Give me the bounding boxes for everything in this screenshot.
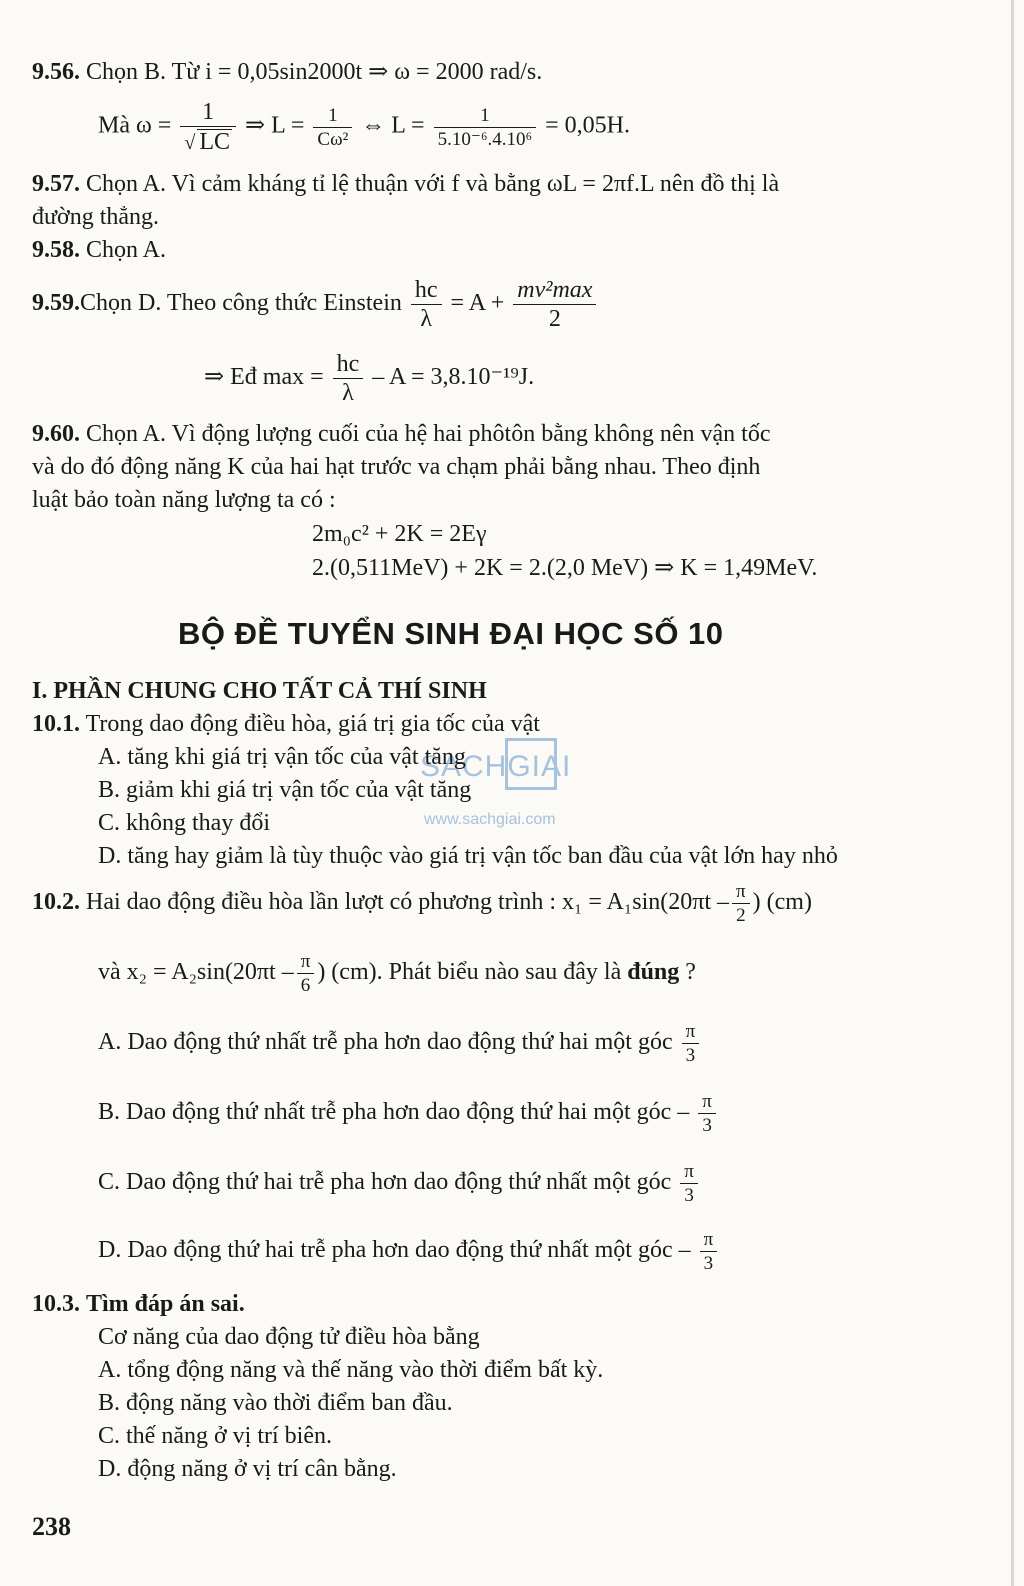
solution-9-60-eq2: 2.(0,511MeV) + 2K = 2.(2,0 MeV) ⇒ K = 1,49MeV. xyxy=(312,555,818,581)
fraction: $\frac{\pi}{6}$ xyxy=(297,952,315,995)
fraction: $\frac{\text{mv²max}}{2}$ xyxy=(513,278,596,331)
option-a: A. tổng động năng và thế năng vào thời điểm bất kỳ. xyxy=(98,1357,604,1383)
section-title: BỘ ĐỀ TUYỂN SINH ĐẠI HỌC SỐ 10 xyxy=(178,616,724,651)
fraction: $\frac{\pi}{2}$ xyxy=(732,882,750,925)
option-a: A. Dao động thứ nhất trễ pha hơn dao động thứ hai một góc $\frac{\pi}{3}$ xyxy=(98,1022,702,1065)
item-number: 9.56. xyxy=(32,59,80,85)
option-b: B. động năng vào thời điểm ban đầu. xyxy=(98,1390,453,1416)
question-10-3: 10.3. Tìm đáp án sai. xyxy=(32,1291,245,1317)
option-d: D. Dao động thứ hai trễ pha hơn dao động thứ nhất một góc – $\frac{\pi}{3}$ xyxy=(98,1230,720,1273)
solution-9-59: 9.59.Chọn D. Theo công thức Einstein $\frac{hc}{\lambda}$ = A + $\frac{\text{mv²max}}{2}$ xyxy=(32,278,599,331)
fraction: $\frac{1}{√ LC}$ xyxy=(180,100,236,154)
item-text: Chọn B. Từ i = 0,05sin2000t ⇒ ω = 2000 rad/s. xyxy=(86,59,543,85)
option-b: B. Dao động thứ nhất trễ pha hơn dao động thứ hai một góc – $\frac{\pi}{3}$ xyxy=(98,1092,719,1135)
watermark-url: www.sachgiai.com xyxy=(424,811,556,828)
part-title: I. PHẦN CHUNG CHO TẤT CẢ THÍ SINH xyxy=(32,678,487,704)
fraction: $\frac{\pi}{3}$ xyxy=(700,1230,718,1273)
fraction: $\frac{hc}{\lambda}$ xyxy=(411,278,442,331)
option-b: B. giảm khi giá trị vận tốc của vật tăng xyxy=(98,777,472,803)
solution-9-57-cont: đường thẳng. xyxy=(32,204,160,230)
question-10-3-intro: Cơ năng của dao động tử điều hòa bằng xyxy=(98,1324,480,1350)
solution-9-60-line3: luật bảo toàn năng lượng ta có : xyxy=(32,487,336,513)
fraction: $\frac{1}{\text{5.10⁻⁶.4.10⁶}}$ xyxy=(434,106,537,149)
question-10-2-line2: và x₂ = A₂sin(20πt – $\frac{\pi}{6}$ ) (cm). Phát biểu nào sau đây là đúng ? xyxy=(98,951,696,996)
fraction: $\frac{1}{\text{Cω²}}$ xyxy=(313,106,352,149)
solution-9-58: 9.58. Chọn A. xyxy=(32,237,167,263)
fraction: $\frac{\pi}{3}$ xyxy=(682,1022,700,1065)
solution-9-56 xyxy=(32,60,542,84)
question-10-2: 10.2. Hai dao động điều hòa lần lượt có phương trình : x₁ = A₁sin(20πt – $\frac{\pi}{2}$ ) (cm) xyxy=(32,881,812,926)
solution-9-60-eq1: 2m₀c² + 2K = 2Eγ xyxy=(312,521,487,547)
option-c: C. thế năng ở vị trí biên. xyxy=(98,1423,332,1449)
solution-9-60-line2: và do đó động năng K của hai hạt trước va chạm phải bằng nhau. Theo định xyxy=(32,454,761,480)
question-10-1: 10.1. Trong dao động điều hòa, giá trị gia tốc của vật xyxy=(32,711,540,737)
option-d: D. tăng hay giảm là tùy thuộc vào giá trị vận tốc ban đầu của vật lớn hay nhỏ xyxy=(98,843,838,869)
option-c: C. Dao động thứ hai trễ pha hơn dao động thứ nhất một góc $\frac{\pi}{3}$ xyxy=(98,1162,701,1205)
fraction: $\frac{\pi}{3}$ xyxy=(698,1092,716,1135)
solution-9-56-equation: Mà ω = $\frac{1}{√ LC}$ ⇒ L = $\frac{1}{\text{Cω²}}$ ⇔ L = $\frac{1}{\text{5.10⁻⁶.4.10⁶}}$ = 0,05H. xyxy=(98,99,630,155)
fraction: $\frac{hc}{\lambda}$ xyxy=(333,352,364,405)
option-d: D. động năng ở vị trí cân bằng. xyxy=(98,1456,397,1482)
option-c: C. không thay đổi xyxy=(98,810,270,836)
fraction: $\frac{\pi}{3}$ xyxy=(680,1162,698,1205)
option-a: A. tăng khi giá trị vận tốc của vật tăng xyxy=(98,744,466,770)
solution-9-60: 9.60. Chọn A. Vì động lượng cuối của hệ hai phôtôn bằng không nên vận tốc xyxy=(32,421,771,447)
solution-9-57: 9.57. Chọn A. Vì cảm kháng tỉ lệ thuận với f và bằng ωL = 2πf.L nên đồ thị là xyxy=(32,171,780,197)
eq-lead: Mà ω = xyxy=(98,112,172,139)
page-number: 238 xyxy=(32,1512,71,1541)
page-edge-line xyxy=(1011,0,1014,1586)
solution-9-59-result: ⇒ Eđ max = $\frac{hc}{\lambda}$ – A = 3,8.10⁻¹⁹J. xyxy=(204,351,535,406)
watermark-brand: SACHGIAI xyxy=(420,750,572,783)
